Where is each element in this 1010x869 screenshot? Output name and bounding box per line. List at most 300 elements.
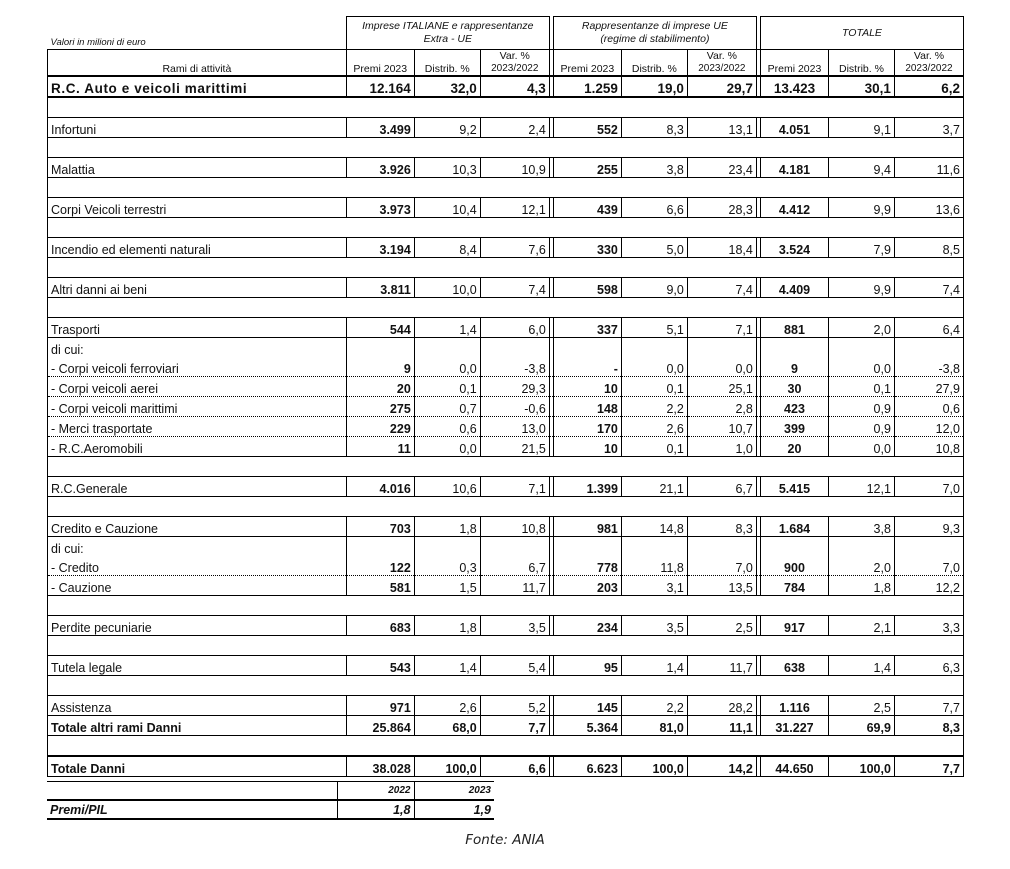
tot-premi-2023-cell: 5.415 xyxy=(760,477,828,497)
it-distrib-pct-cell: 68,0 xyxy=(414,716,480,736)
row-label: Altri danni ai beni xyxy=(48,278,347,298)
table-row xyxy=(48,477,964,497)
source-note: Fonte: ANIA xyxy=(465,832,545,848)
ue-premi-2023-cell: 145 xyxy=(553,696,621,716)
row-label: Perdite pecuniarie xyxy=(48,616,347,636)
col-header-var xyxy=(894,50,963,77)
tot-premi-2023-cell: 423 xyxy=(760,397,828,417)
table-row xyxy=(48,417,964,437)
tot-var-pct-cell: 6,3 xyxy=(894,656,963,676)
spacer-cell xyxy=(48,298,964,318)
ue-premi-2023-cell: 778 xyxy=(553,556,621,576)
ue-var-pct-cell: 25,1 xyxy=(687,377,756,397)
table-row xyxy=(48,437,964,457)
ue-distrib-pct-cell: 21,1 xyxy=(621,477,687,497)
ue-var-pct-cell: 13,5 xyxy=(687,576,756,596)
tot-distrib-pct-cell: 1,8 xyxy=(828,576,894,596)
ue-var-pct-cell: 7,0 xyxy=(687,556,756,576)
tot-var-pct-cell: 7,4 xyxy=(894,278,963,298)
spacer-cell xyxy=(48,676,964,696)
it-premi-2023-cell: 122 xyxy=(346,556,414,576)
tot-premi-2023-cell: 20 xyxy=(760,437,828,457)
ue-premi-2023-cell: 552 xyxy=(553,118,621,138)
it-distrib-pct-cell: 1,5 xyxy=(414,576,480,596)
col-header-var-line1: Var. % xyxy=(706,50,737,62)
premiums-table-container xyxy=(47,16,964,820)
it-var-pct-cell: 6,0 xyxy=(480,318,549,338)
ue-distrib-pct-cell: 0,1 xyxy=(621,377,687,397)
spacer-cell xyxy=(48,457,964,477)
ue-var-pct-cell: 1,0 xyxy=(687,437,756,457)
it-var-pct-cell: 7,1 xyxy=(480,477,549,497)
row-label: Corpi Veicoli terrestri xyxy=(48,198,347,218)
table-row xyxy=(48,278,964,298)
ue-distrib-pct-cell: 2,2 xyxy=(621,696,687,716)
group-title-line1: TOTALE xyxy=(842,26,882,39)
ue-premi-2023-cell: 6.623 xyxy=(553,756,621,777)
table-row xyxy=(48,377,964,397)
tot-var-pct-cell: 12,0 xyxy=(894,417,963,437)
ue-var-pct-cell: 11,1 xyxy=(687,716,756,736)
it-premi-2023-cell: 3.926 xyxy=(346,158,414,178)
row-label: Totale altri rami Danni xyxy=(48,716,347,736)
table-row xyxy=(48,118,964,138)
ue-distrib-pct-cell: 11,8 xyxy=(621,556,687,576)
tot-premi-2023-cell: 9 xyxy=(760,357,828,377)
tot-premi-2023-cell xyxy=(760,537,828,557)
row-label: di cui: xyxy=(48,537,347,557)
col-header-var-line1: Var. % xyxy=(913,50,945,62)
it-var-pct-cell: 7,4 xyxy=(480,278,549,298)
tot-premi-2023-cell: 31.227 xyxy=(760,716,828,736)
ue-premi-2023-cell: 10 xyxy=(553,437,621,457)
tot-var-pct-cell: 10,8 xyxy=(894,437,963,457)
ue-var-pct-cell: 0,0 xyxy=(687,357,756,377)
table-row xyxy=(48,576,964,596)
table-row xyxy=(48,616,964,636)
it-distrib-pct-cell: 9,2 xyxy=(414,118,480,138)
ue-var-pct-cell: 7,4 xyxy=(687,278,756,298)
it-var-pct-cell: 7,7 xyxy=(480,716,549,736)
ue-distrib-pct-cell: 1,4 xyxy=(621,656,687,676)
row-label: - Merci trasportate xyxy=(48,417,347,437)
ue-var-pct-cell: 18,4 xyxy=(687,238,756,258)
table-row xyxy=(48,238,964,258)
ue-premi-2023-cell: 439 xyxy=(553,198,621,218)
premi-pil-value-2023: 1,9 xyxy=(414,800,494,819)
it-distrib-pct-cell: 0,7 xyxy=(414,397,480,417)
group-header-row xyxy=(48,17,964,50)
it-premi-2023-cell: 703 xyxy=(346,517,414,537)
tot-premi-2023-cell: 881 xyxy=(760,318,828,338)
it-distrib-pct-cell xyxy=(414,537,480,557)
table-row xyxy=(48,556,964,576)
spacer-cell xyxy=(48,736,964,757)
tot-distrib-pct-cell xyxy=(828,338,894,358)
ue-distrib-pct-cell: 0,1 xyxy=(621,437,687,457)
it-premi-2023-cell: 38.028 xyxy=(346,756,414,777)
col-header-premi: Premi 2023 xyxy=(760,50,828,77)
it-premi-2023-cell: 20 xyxy=(346,377,414,397)
tot-var-pct-cell: 7,7 xyxy=(894,696,963,716)
ue-distrib-pct-cell: 5,1 xyxy=(621,318,687,338)
tot-var-pct-cell: 7,7 xyxy=(894,756,963,777)
ue-var-pct-cell: 2,5 xyxy=(687,616,756,636)
tot-premi-2023-cell: 1.116 xyxy=(760,696,828,716)
table-row xyxy=(48,76,964,97)
ue-var-pct-cell: 14,2 xyxy=(687,756,756,777)
table-row xyxy=(48,716,964,736)
ue-distrib-pct-cell: 3,5 xyxy=(621,616,687,636)
ue-distrib-pct-cell: 3,1 xyxy=(621,576,687,596)
row-label: Totale Danni xyxy=(48,756,347,777)
row-label: Trasporti xyxy=(48,318,347,338)
table-row xyxy=(48,198,964,218)
ue-premi-2023-cell: 255 xyxy=(553,158,621,178)
spacer-cell xyxy=(48,258,964,278)
ue-distrib-pct-cell xyxy=(621,338,687,358)
row-label: R.C.Generale xyxy=(48,477,347,497)
it-var-pct-cell: 5,4 xyxy=(480,656,549,676)
ue-distrib-pct-cell: 6,6 xyxy=(621,198,687,218)
col-header-premi: Premi 2023 xyxy=(553,50,621,77)
it-premi-2023-cell: 9 xyxy=(346,357,414,377)
tot-premi-2023-cell: 4.051 xyxy=(760,118,828,138)
premi-pil-value-2022: 1,8 xyxy=(337,800,414,819)
tot-var-pct-cell: -3,8 xyxy=(894,357,963,377)
ue-premi-2023-cell: 337 xyxy=(553,318,621,338)
it-premi-2023-cell: 3.811 xyxy=(346,278,414,298)
it-distrib-pct-cell: 1,4 xyxy=(414,318,480,338)
group-title-line1: Imprese ITALIANE e rappresentanze xyxy=(362,20,534,32)
it-premi-2023-cell: 3.194 xyxy=(346,238,414,258)
spacer-cell xyxy=(48,636,964,656)
tot-distrib-pct-cell: 9,1 xyxy=(828,118,894,138)
row-label: - R.C.Aeromobili xyxy=(48,437,347,457)
spacer-cell xyxy=(48,218,964,238)
spacer-cell xyxy=(48,178,964,198)
table-row xyxy=(48,656,964,676)
it-premi-2023-cell: 581 xyxy=(346,576,414,596)
col-header-var-line2: 2023/2022 xyxy=(491,63,539,74)
units-note: Valori in milioni di euro xyxy=(50,37,146,48)
tot-distrib-pct-cell: 69,9 xyxy=(828,716,894,736)
tot-var-pct-cell: 3,3 xyxy=(894,616,963,636)
it-premi-2023-cell: 4.016 xyxy=(346,477,414,497)
ue-premi-2023-cell: 10 xyxy=(553,377,621,397)
tot-var-pct-cell: 7,0 xyxy=(894,556,963,576)
tot-var-pct-cell: 0,6 xyxy=(894,397,963,417)
tot-premi-2023-cell xyxy=(760,338,828,358)
ue-var-pct-cell: 6,7 xyxy=(687,477,756,497)
it-distrib-pct-cell: 1,8 xyxy=(414,616,480,636)
spacer-row xyxy=(48,676,964,696)
tot-premi-2023-cell: 4.412 xyxy=(760,198,828,218)
spacer-row xyxy=(48,97,964,118)
ue-premi-2023-cell: 1.399 xyxy=(553,477,621,497)
ue-var-pct-cell xyxy=(687,338,756,358)
ue-premi-2023-cell: 981 xyxy=(553,517,621,537)
tot-premi-2023-cell: 638 xyxy=(760,656,828,676)
tot-premi-2023-cell: 4.181 xyxy=(760,158,828,178)
tot-var-pct-cell: 3,7 xyxy=(894,118,963,138)
it-premi-2023-cell xyxy=(346,338,414,358)
spacer-row xyxy=(48,636,964,656)
tot-premi-2023-cell: 399 xyxy=(760,417,828,437)
row-label: Infortuni xyxy=(48,118,347,138)
it-var-pct-cell xyxy=(480,537,549,557)
subgroup-label-row xyxy=(48,537,964,557)
tot-distrib-pct-cell: 2,1 xyxy=(828,616,894,636)
tot-var-pct-cell: 27,9 xyxy=(894,377,963,397)
tot-premi-2023-cell: 4.409 xyxy=(760,278,828,298)
spacer-row xyxy=(48,596,964,616)
ue-premi-2023-cell xyxy=(553,338,621,358)
group-header-italian xyxy=(346,17,549,50)
spacer-row xyxy=(48,298,964,318)
ue-var-pct-cell: 29,7 xyxy=(687,76,756,97)
row-label: R.C. Auto e veicoli marittimi xyxy=(48,76,347,97)
ue-distrib-pct-cell: 2,6 xyxy=(621,417,687,437)
spacer-row xyxy=(48,457,964,477)
ue-var-pct-cell: 11,7 xyxy=(687,656,756,676)
ue-premi-2023-cell: 598 xyxy=(553,278,621,298)
spacer-cell xyxy=(48,497,964,517)
it-distrib-pct-cell: 10,6 xyxy=(414,477,480,497)
premi-pil-years-row xyxy=(47,782,494,801)
col-header-premi: Premi 2023 xyxy=(346,50,414,77)
ue-distrib-pct-cell: 5,0 xyxy=(621,238,687,258)
it-distrib-pct-cell: 0,0 xyxy=(414,357,480,377)
tot-distrib-pct-cell: 30,1 xyxy=(828,76,894,97)
row-label: - Credito xyxy=(48,556,347,576)
tot-distrib-pct-cell: 0,1 xyxy=(828,377,894,397)
it-premi-2023-cell: 3.499 xyxy=(346,118,414,138)
ue-var-pct-cell: 23,4 xyxy=(687,158,756,178)
it-premi-2023-cell: 11 xyxy=(346,437,414,457)
tot-distrib-pct-cell: 0,0 xyxy=(828,357,894,377)
spacer-cell xyxy=(48,138,964,158)
ue-var-pct-cell: 28,3 xyxy=(687,198,756,218)
it-var-pct-cell xyxy=(480,338,549,358)
it-premi-2023-cell: 543 xyxy=(346,656,414,676)
row-label: Incendio ed elementi naturali xyxy=(48,238,347,258)
it-var-pct-cell: 10,9 xyxy=(480,158,549,178)
premi-pil-values-row xyxy=(47,800,494,819)
tot-var-pct-cell: 7,0 xyxy=(894,477,963,497)
it-premi-2023-cell: 544 xyxy=(346,318,414,338)
it-distrib-pct-cell: 1,8 xyxy=(414,517,480,537)
row-label: Assistenza xyxy=(48,696,347,716)
tot-distrib-pct-cell: 100,0 xyxy=(828,756,894,777)
col-header-var-line1: Var. % xyxy=(499,50,530,62)
tot-var-pct-cell: 6,4 xyxy=(894,318,963,338)
it-distrib-pct-cell: 10,3 xyxy=(414,158,480,178)
ue-distrib-pct-cell: 81,0 xyxy=(621,716,687,736)
it-var-pct-cell: 6,7 xyxy=(480,556,549,576)
ue-premi-2023-cell: 1.259 xyxy=(553,76,621,97)
row-label: - Corpi veicoli aerei xyxy=(48,377,347,397)
it-var-pct-cell: 13,0 xyxy=(480,417,549,437)
col-header-var xyxy=(687,50,756,77)
spacer-row xyxy=(48,138,964,158)
spacer-cell xyxy=(48,97,964,118)
it-var-pct-cell: 3,5 xyxy=(480,616,549,636)
tot-distrib-pct-cell: 9,4 xyxy=(828,158,894,178)
it-distrib-pct-cell: 8,4 xyxy=(414,238,480,258)
ue-var-pct-cell: 7,1 xyxy=(687,318,756,338)
ue-var-pct-cell: 10,7 xyxy=(687,417,756,437)
spacer-row xyxy=(48,736,964,757)
ue-premi-2023-cell: 148 xyxy=(553,397,621,417)
it-distrib-pct-cell: 0,1 xyxy=(414,377,480,397)
group-title-line2: (regime di stabilimento) xyxy=(600,33,710,45)
it-distrib-pct-cell: 1,4 xyxy=(414,656,480,676)
col-header-distrib: Distrib. % xyxy=(828,50,894,77)
tot-distrib-pct-cell: 0,9 xyxy=(828,417,894,437)
premi-pil-table xyxy=(47,781,494,820)
ue-premi-2023-cell: 95 xyxy=(553,656,621,676)
it-var-pct-cell: 6,6 xyxy=(480,756,549,777)
ue-var-pct-cell: 2,8 xyxy=(687,397,756,417)
ue-distrib-pct-cell: 8,3 xyxy=(621,118,687,138)
it-var-pct-cell: 10,8 xyxy=(480,517,549,537)
tot-var-pct-cell: 6,2 xyxy=(894,76,963,97)
it-distrib-pct-cell: 10,0 xyxy=(414,278,480,298)
spacer-row xyxy=(48,497,964,517)
col-header-var-line2: 2023/2022 xyxy=(698,63,746,74)
row-label: di cui: xyxy=(48,338,347,358)
ue-distrib-pct-cell: 2,2 xyxy=(621,397,687,417)
tot-var-pct-cell xyxy=(894,537,963,557)
it-premi-2023-cell: 25.864 xyxy=(346,716,414,736)
table-row xyxy=(48,357,964,377)
tot-distrib-pct-cell: 12,1 xyxy=(828,477,894,497)
tot-var-pct-cell: 8,3 xyxy=(894,716,963,736)
tot-premi-2023-cell: 1.684 xyxy=(760,517,828,537)
ue-premi-2023-cell: 203 xyxy=(553,576,621,596)
ue-var-pct-cell xyxy=(687,537,756,557)
tot-distrib-pct-cell: 3,8 xyxy=(828,517,894,537)
tot-premi-2023-cell: 13.423 xyxy=(760,76,828,97)
ue-var-pct-cell: 8,3 xyxy=(687,517,756,537)
tot-var-pct-cell: 12,2 xyxy=(894,576,963,596)
tot-var-pct-cell xyxy=(894,338,963,358)
ue-var-pct-cell: 28,2 xyxy=(687,696,756,716)
it-distrib-pct-cell xyxy=(414,338,480,358)
ue-distrib-pct-cell: 14,8 xyxy=(621,517,687,537)
ue-premi-2023-cell: 170 xyxy=(553,417,621,437)
ue-premi-2023-cell xyxy=(553,537,621,557)
tot-distrib-pct-cell: 1,4 xyxy=(828,656,894,676)
premi-pil-year-2023: 2023 xyxy=(414,782,494,801)
group-header-total xyxy=(760,17,963,50)
tot-premi-2023-cell: 44.650 xyxy=(760,756,828,777)
table-row xyxy=(48,397,964,417)
it-premi-2023-cell: 275 xyxy=(346,397,414,417)
subgroup-label-row xyxy=(48,338,964,358)
it-var-pct-cell: 7,6 xyxy=(480,238,549,258)
tot-distrib-pct-cell: 0,0 xyxy=(828,437,894,457)
group-title-line1: Rappresentanze di imprese UE xyxy=(581,20,728,32)
table-row xyxy=(48,696,964,716)
col-header-distrib: Distrib. % xyxy=(621,50,687,77)
tot-var-pct-cell: 9,3 xyxy=(894,517,963,537)
it-var-pct-cell: -3,8 xyxy=(480,357,549,377)
it-var-pct-cell: 4,3 xyxy=(480,76,549,97)
tot-premi-2023-cell: 900 xyxy=(760,556,828,576)
it-distrib-pct-cell: 10,4 xyxy=(414,198,480,218)
group-header-eu xyxy=(553,17,756,50)
tot-distrib-pct-cell: 0,9 xyxy=(828,397,894,417)
row-label: Credito e Cauzione xyxy=(48,517,347,537)
it-var-pct-cell: 12,1 xyxy=(480,198,549,218)
col-header-var-line2: 2023/2022 xyxy=(905,63,953,74)
row-label: - Corpi veicoli marittimi xyxy=(48,397,347,417)
table-row xyxy=(48,756,964,777)
it-premi-2023-cell: 12.164 xyxy=(346,76,414,97)
tot-distrib-pct-cell: 2,0 xyxy=(828,318,894,338)
spacer-row xyxy=(48,258,964,278)
it-distrib-pct-cell: 0,6 xyxy=(414,417,480,437)
col-header-rami: Rami di attività xyxy=(48,50,347,77)
it-var-pct-cell: -0,6 xyxy=(480,397,549,417)
ue-premi-2023-cell: 5.364 xyxy=(553,716,621,736)
it-distrib-pct-cell: 0,0 xyxy=(414,437,480,457)
group-title-line2: Extra - UE xyxy=(423,33,472,45)
it-distrib-pct-cell: 32,0 xyxy=(414,76,480,97)
col-header-var xyxy=(480,50,549,77)
it-premi-2023-cell xyxy=(346,537,414,557)
tot-distrib-pct-cell xyxy=(828,537,894,557)
it-premi-2023-cell: 229 xyxy=(346,417,414,437)
tot-var-pct-cell: 11,6 xyxy=(894,158,963,178)
premiums-table xyxy=(47,16,964,777)
ue-distrib-pct-cell: 9,0 xyxy=(621,278,687,298)
ue-distrib-pct-cell: 0,0 xyxy=(621,357,687,377)
ue-distrib-pct-cell: 3,8 xyxy=(621,158,687,178)
it-var-pct-cell: 11,7 xyxy=(480,576,549,596)
it-var-pct-cell: 5,2 xyxy=(480,696,549,716)
tot-distrib-pct-cell: 9,9 xyxy=(828,278,894,298)
ue-distrib-pct-cell xyxy=(621,537,687,557)
table-row xyxy=(48,318,964,338)
tot-premi-2023-cell: 917 xyxy=(760,616,828,636)
tot-premi-2023-cell: 784 xyxy=(760,576,828,596)
it-premi-2023-cell: 683 xyxy=(346,616,414,636)
ue-distrib-pct-cell: 19,0 xyxy=(621,76,687,97)
it-var-pct-cell: 29,3 xyxy=(480,377,549,397)
spacer-row xyxy=(48,218,964,238)
tot-premi-2023-cell: 30 xyxy=(760,377,828,397)
tot-distrib-pct-cell: 7,9 xyxy=(828,238,894,258)
premi-pil-year-2022: 2022 xyxy=(337,782,414,801)
row-label: Malattia xyxy=(48,158,347,178)
ue-premi-2023-cell: 234 xyxy=(553,616,621,636)
it-premi-2023-cell: 3.973 xyxy=(346,198,414,218)
premi-pil-label: Premi/PIL xyxy=(47,800,337,819)
row-label: - Cauzione xyxy=(48,576,347,596)
ue-premi-2023-cell: 330 xyxy=(553,238,621,258)
tot-var-pct-cell: 13,6 xyxy=(894,198,963,218)
it-var-pct-cell: 21,5 xyxy=(480,437,549,457)
row-label: - Corpi veicoli ferroviari xyxy=(48,357,347,377)
it-premi-2023-cell: 971 xyxy=(346,696,414,716)
col-header-distrib: Distrib. % xyxy=(414,50,480,77)
row-label: Tutela legale xyxy=(48,656,347,676)
ue-distrib-pct-cell: 100,0 xyxy=(621,756,687,777)
tot-distrib-pct-cell: 2,5 xyxy=(828,696,894,716)
